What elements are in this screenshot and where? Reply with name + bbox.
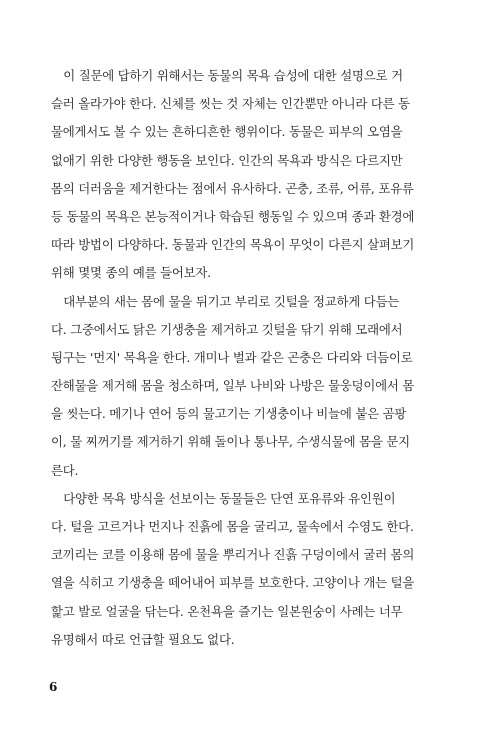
text-line: 잔해물을 제거해 몸을 청소하며, 일부 나비와 나방은 물웅덩이에서 몸 (51, 378, 415, 394)
page-number: 6 (49, 680, 58, 694)
text-line: 등 동물의 목욕은 본능적이거나 학습된 행동일 수 있으며 종과 환경에 (51, 208, 415, 224)
text-line: 코끼리는 코를 이용해 몸에 물을 뿌리거나 진흙 구덩이에서 굴러 몸의 (51, 547, 415, 563)
paragraph-2 (51, 288, 451, 485)
paragraph-1 (51, 62, 451, 288)
text-line: 다. 그중에서도 닭은 기생충을 제거하고 깃털을 닦기 위해 모래에서 (51, 321, 403, 337)
paragraph-3 (51, 485, 451, 654)
text-line: 대부분의 새는 몸에 물을 뒤기고 부리로 깃털을 정교하게 다듬는 (51, 293, 400, 309)
text-line: 위해 몇몇 종의 예를 들어보자. (51, 265, 211, 281)
text-line: 슬러 올라가야 한다. 신체를 씻는 것 자체는 인간뿐만 아니라 다른 동 (51, 96, 410, 112)
text-line: 을 씻는다. 메기나 연어 등의 물고기는 기생충이나 비늘에 붙은 곰팡 (51, 406, 407, 422)
text-line: 없애기 위한 다양한 행동을 보인다. 인간의 목욕과 방식은 다르지만 (51, 152, 403, 168)
text-line: 다양한 목욕 방식을 선보이는 동물들은 단연 포유류와 유인원이 (51, 490, 396, 506)
text-line: 따라 방법이 다양하다. 동물과 인간의 목욕이 무엇이 다른지 살펴보기 (51, 237, 415, 253)
text-line: 몸의 더러움을 제거한다는 점에서 유사하다. 곤충, 조류, 어류, 포유류 (51, 180, 414, 196)
text-line: 핥고 발로 얼굴을 닦는다. 온천욕을 즐기는 일본원숭이 사례는 너무 (51, 603, 403, 619)
text-line: 물에게서도 볼 수 있는 흔하디흔한 행위이다. 동물은 피부의 오염을 (51, 124, 403, 140)
text-line: 이, 물 찌꺼기를 제거하기 위해 돌이나 통나무, 수생식물에 몸을 문지 (51, 434, 410, 450)
text-line: 뒹구는 '먼지' 목욕을 한다. 개미나 벌과 같은 곤충은 다리와 더듬이로 (51, 349, 413, 365)
text-line: 다. 털을 고르거나 먼지나 진흙에 몸을 굴리고, 물속에서 수영도 한다. (51, 519, 414, 534)
text-line: 열을 식히고 기생충을 떼어내어 피부를 보호한다. 고양이나 개는 털을 (51, 575, 415, 591)
text-line: 유명해서 따로 언급할 필요도 없다. (51, 631, 235, 647)
text-line: 이 질문에 답하기 위해서는 동물의 목욕 습성에 대한 설명으로 거 (51, 68, 403, 83)
body-text (51, 62, 451, 654)
text-line: 른다. (51, 462, 79, 478)
